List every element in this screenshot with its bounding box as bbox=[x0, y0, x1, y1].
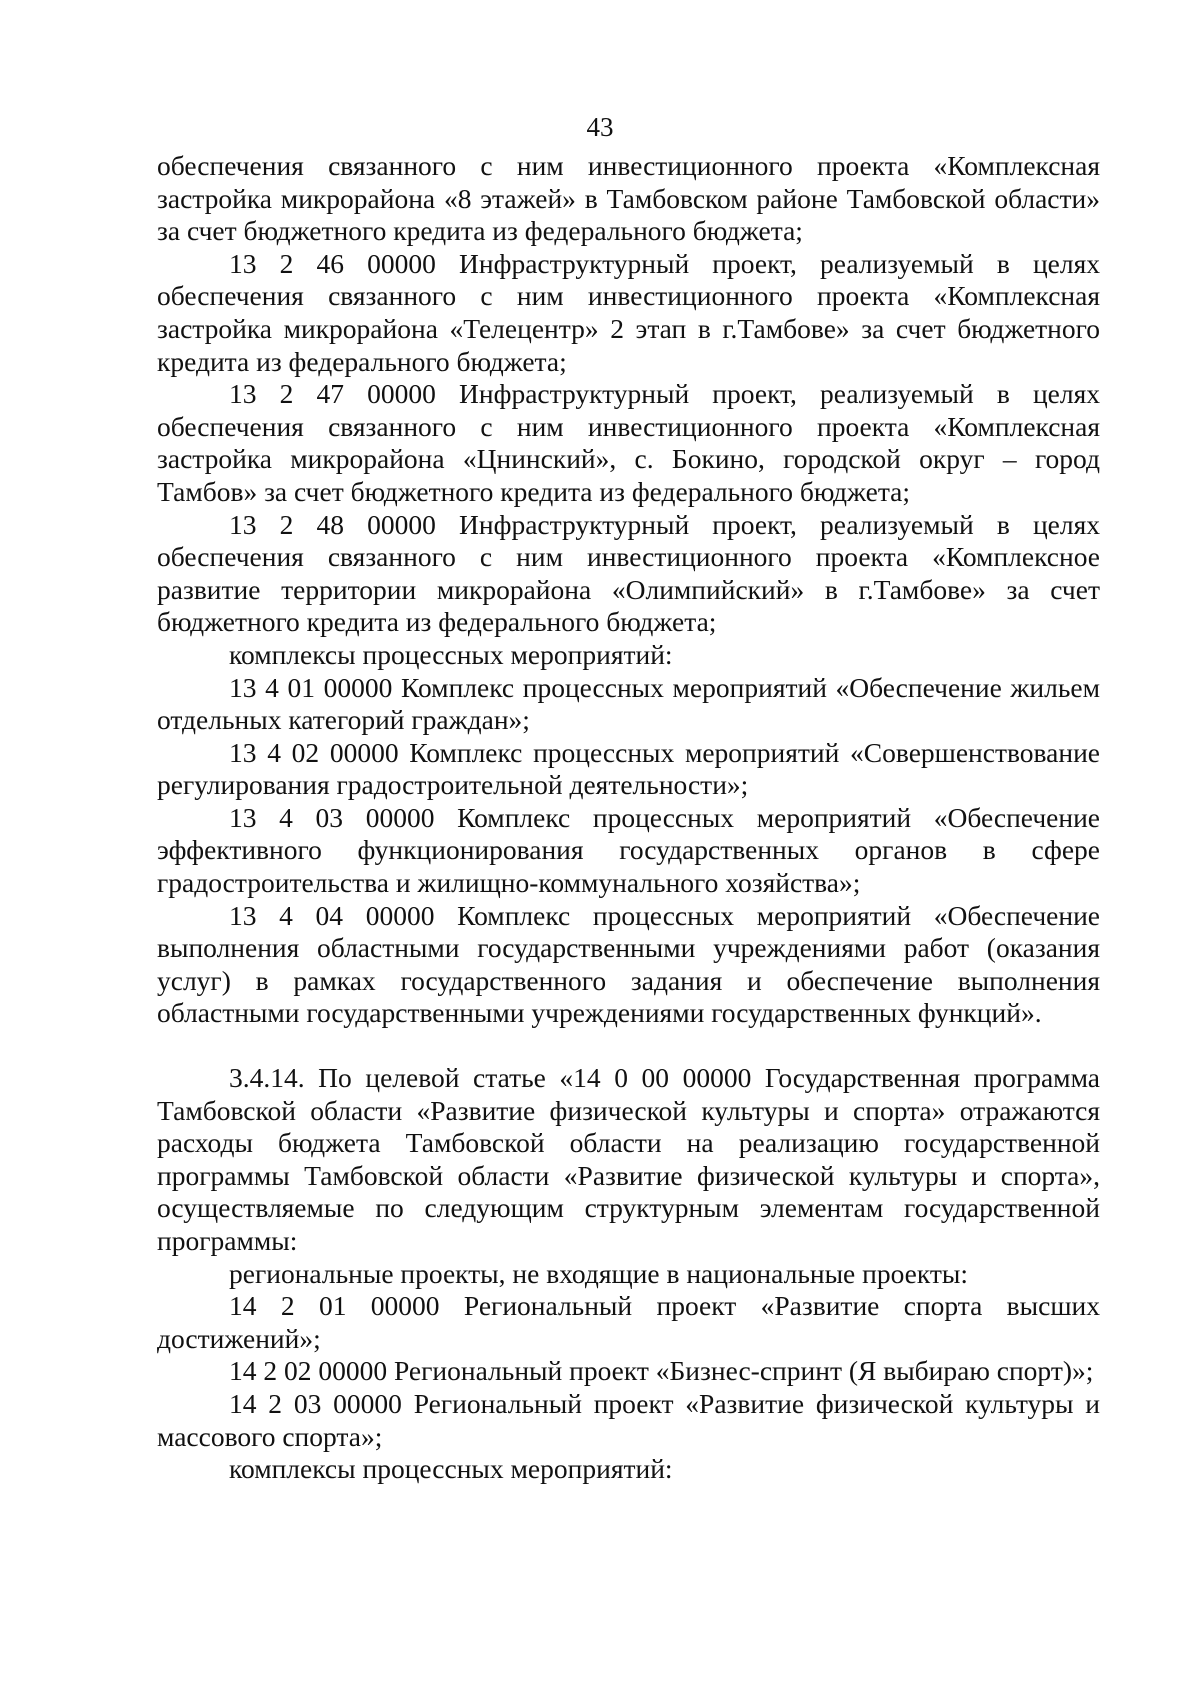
paragraph-process-complexes-heading: комплексы процессных мероприятий: bbox=[229, 638, 673, 670]
paragraph-complex-13-4-03: 13 4 03 00000 Комплекс процессных мероприятий «Обеспечение эффективного функционирования государственных органов в сфере градостроительства и жилищно-коммунального хозяйства»; bbox=[157, 801, 1100, 899]
page-number: 43 bbox=[586, 112, 614, 142]
section-gap bbox=[157, 1030, 1100, 1062]
paragraph-infrastructure-project-13-2-47: 13 2 47 00000 Инфраструктурный проект, реализуемый в целях обеспечения связанного с ним инвестиционного проекта «Комплексная застройка микрорайона «Цнинский», с. Бокино, городской округ – город Тамбов» за счет бюджетного кредита из федерального бюджета; bbox=[157, 378, 1100, 507]
paragraph-regional-project-14-2-03: 14 2 03 00000 Региональный проект «Развитие физической культуры и массового спорта»; bbox=[157, 1387, 1100, 1452]
paragraph-complex-13-4-04: 13 4 04 00000 Комплекс процессных мероприятий «Обеспечение выполнения областными государственными учреждениями работ (оказания услуг) в рамках государственного задания и обеспечение выполнения областными государственными учреждениями государственных функций». bbox=[157, 899, 1100, 1029]
paragraph-complex-13-4-01: 13 4 01 00000 Комплекс процессных мероприятий «Обеспечение жильем отдельных категорий граждан»; bbox=[157, 671, 1100, 736]
document-body bbox=[157, 150, 1100, 1486]
paragraph-complex-13-4-02: 13 4 02 00000 Комплекс процессных мероприятий «Совершенствование регулирования градостроительной деятельности»; bbox=[157, 736, 1100, 801]
paragraph-regional-projects-heading: региональные проекты, не входящие в национальные проекты: bbox=[229, 1257, 969, 1289]
paragraph-continuation: обеспечения связанного с ним инвестиционного проекта «Комплексная застройка микрорайона «8 этажей» в Тамбовском районе Тамбовской области» за счет бюджетного кредита из федерального бюджета; bbox=[157, 150, 1100, 247]
paragraph-infrastructure-project-13-2-46: 13 2 46 00000 Инфраструктурный проект, реализуемый в целях обеспечения связанного с ним инвестиционного проекта «Комплексная застройка микрорайона «Телецентр» 2 этап в г.Тамбове» за счет бюджетного кредита из федерального бюджета; bbox=[157, 247, 1100, 377]
paragraph-process-complexes-heading-2: комплексы процессных мероприятий: bbox=[229, 1453, 673, 1485]
paragraph-section-3-4-14: 3.4.14. По целевой статье «14 0 00 00000 Государственная программа Тамбовской области «Развитие физической культуры и спорта» отражаются расходы бюджета Тамбовской области на реализацию государственной программы Тамбовской области «Развитие физической культуры и спорта», осуществляемые по следующим структурным элементам государственной программы: bbox=[157, 1062, 1100, 1256]
paragraph-regional-project-14-2-02: 14 2 02 00000 Региональный проект «Бизнес-спринт (Я выбираю спорт)»; bbox=[229, 1355, 1094, 1387]
paragraph-regional-project-14-2-01: 14 2 01 00000 Региональный проект «Развитие спорта высших достижений»; bbox=[157, 1290, 1100, 1354]
paragraph-infrastructure-project-13-2-48: 13 2 48 00000 Инфраструктурный проект, реализуемый в целях обеспечения связанного с ним инвестиционного проекта «Комплексное развитие территории микрорайона «Олимпийский» в г.Тамбове» за счет бюджетного кредита из федерального бюджета; bbox=[157, 508, 1100, 638]
